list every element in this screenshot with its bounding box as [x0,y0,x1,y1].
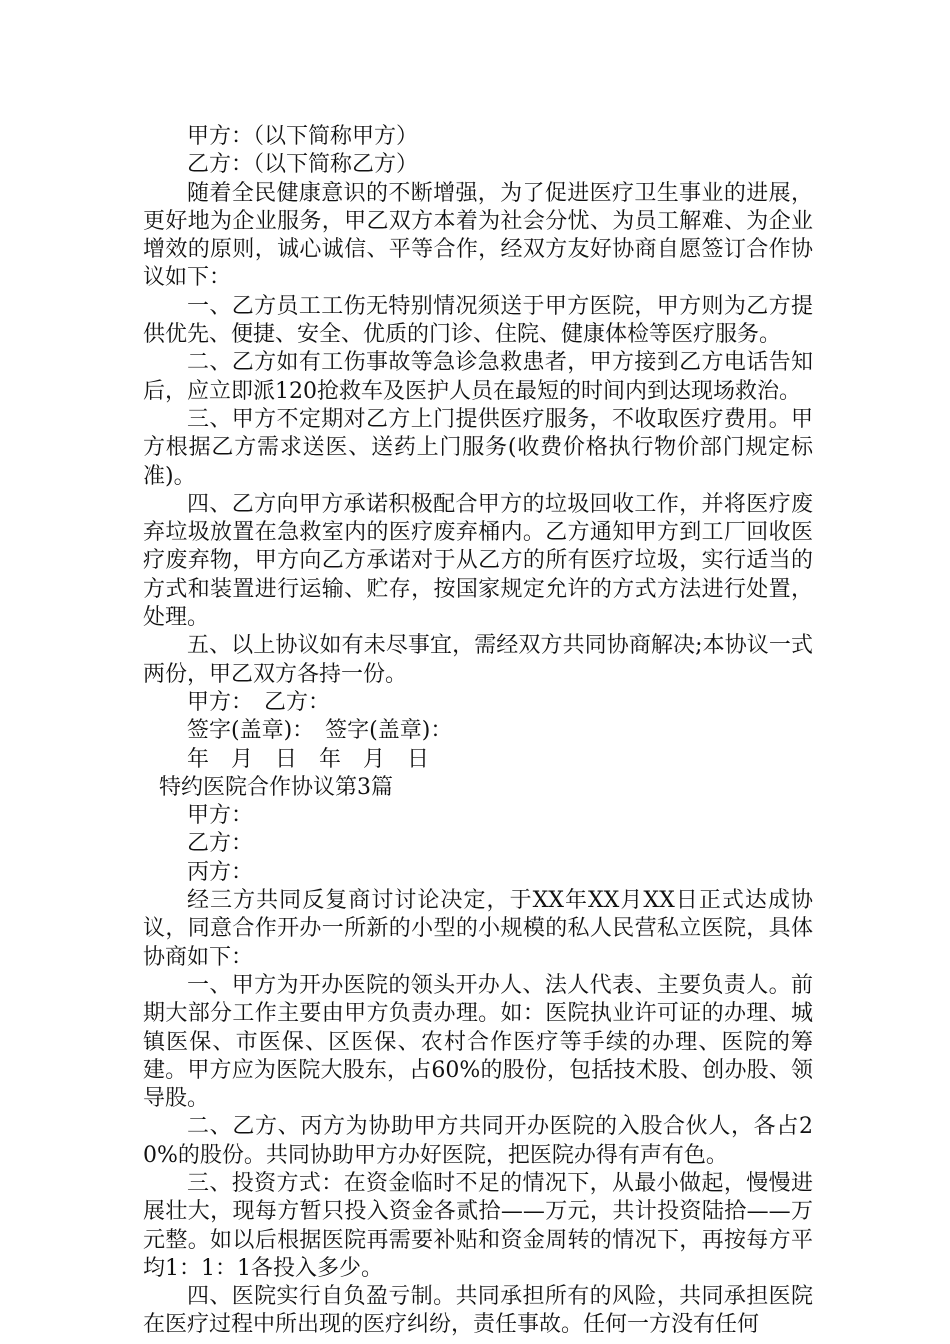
document-body [143,123,813,1340]
clause-5-paragraph: 五、以上协议如有未尽事宜，需经双方共同协商解决;本协议一式两份，甲乙双方各持一份。 [143,633,813,687]
agreement-intro-paragraph: 经三方共同反复商讨讨论决定，于XX年XX月XX日正式达成协议，同意合作开办一所新的小型的小规模的私人民营私立医院，具体协商如下： [143,888,813,970]
article-2-paragraph: 二、乙方、丙方为协助甲方共同开办医院的入股合伙人，各占20%的股份。共同协助甲方办好医院，把医院办得有声有色。 [143,1114,813,1168]
preamble-paragraph: 随着全民健康意识的不断增强，为了促进医疗卫生事业的进展，更好地为企业服务，甲乙双方本着为社会分忧、为员工解难、为企业增效的原则，诚心诚信、平等合作，经双方友好协商自愿签订合作协议如下： [143,180,813,291]
article-3-paragraph: 三、投资方式：在资金临时不足的情况下，从最小做起，慢慢进展壮大，现每方暂只投入资金各贰拾——万元，共计投资陆拾——万元整。如以后根据医院再需要补贴和资金周转的情况下，再按每方平均1：1：1各投入多少。 [143,1170,813,1281]
party-c-label: 丙方： [187,859,254,885]
clause-3-paragraph: 三、甲方不定期对乙方上门提供医疗服务，不收取医疗费用。甲方根据乙方需求送医、送药上门服务(收费价格执行物价部门规定标准)。 [143,406,813,489]
signature-parties-line: 甲方： 乙方： [187,689,331,715]
party-b-line: 乙方：（以下简称乙方） [187,152,419,178]
party-a-line: 甲方：（以下简称甲方） [187,124,419,149]
party-a-label: 甲方： [187,803,254,829]
signature-date-line: 年 月 日 年 月 日 [187,746,430,772]
section-heading: 特约医院合作协议第3篇 [159,774,393,800]
party-b-label: 乙方： [187,831,254,857]
clause-1-paragraph: 一、乙方员工工伤无特别情况须送于甲方医院，甲方则为乙方提供优先、便捷、安全、优质的门诊、住院、健康体检等医疗服务。 [143,293,813,348]
article-1-paragraph: 一、甲方为开办医院的领头开办人、法人代表、主要负责人。前期大部分工作主要由甲方负责办理。如：医院执业许可证的办理、城镇医保、市医保、区医保、农村合作医疗等手续的办理、医院的筹建。甲方应为医院大股东，占60%的股份，包括技术股、创办股、领导股。 [143,972,813,1112]
article-4-paragraph: 四、医院实行自负盈亏制。共同承担所有的风险，共同承担医院在医疗过程中所出现的医疗纠纷，责任事故。任何一方没有任何 [143,1284,813,1338]
signature-seal-line: 签字(盖章)： 签字(盖章)： [187,718,453,744]
clause-2-paragraph: 二、乙方如有工伤事故等急诊急救患者，甲方接到乙方电话告知后，应立即派120抢救车及医护人员在最短的时间内到达现场救治。 [143,350,813,404]
clause-4-paragraph: 四、乙方向甲方承诺积极配合甲方的垃圾回收工作，并将医疗废弃垃圾放置在急救室内的医疗废弃桶内。乙方通知甲方到工厂回收医疗废弃物，甲方向乙方承诺对于从乙方的所有医疗垃圾，实行适当的方式和装置进行运输、贮存，按国家规定允许的方式方法进行处置，处理。 [143,491,813,631]
